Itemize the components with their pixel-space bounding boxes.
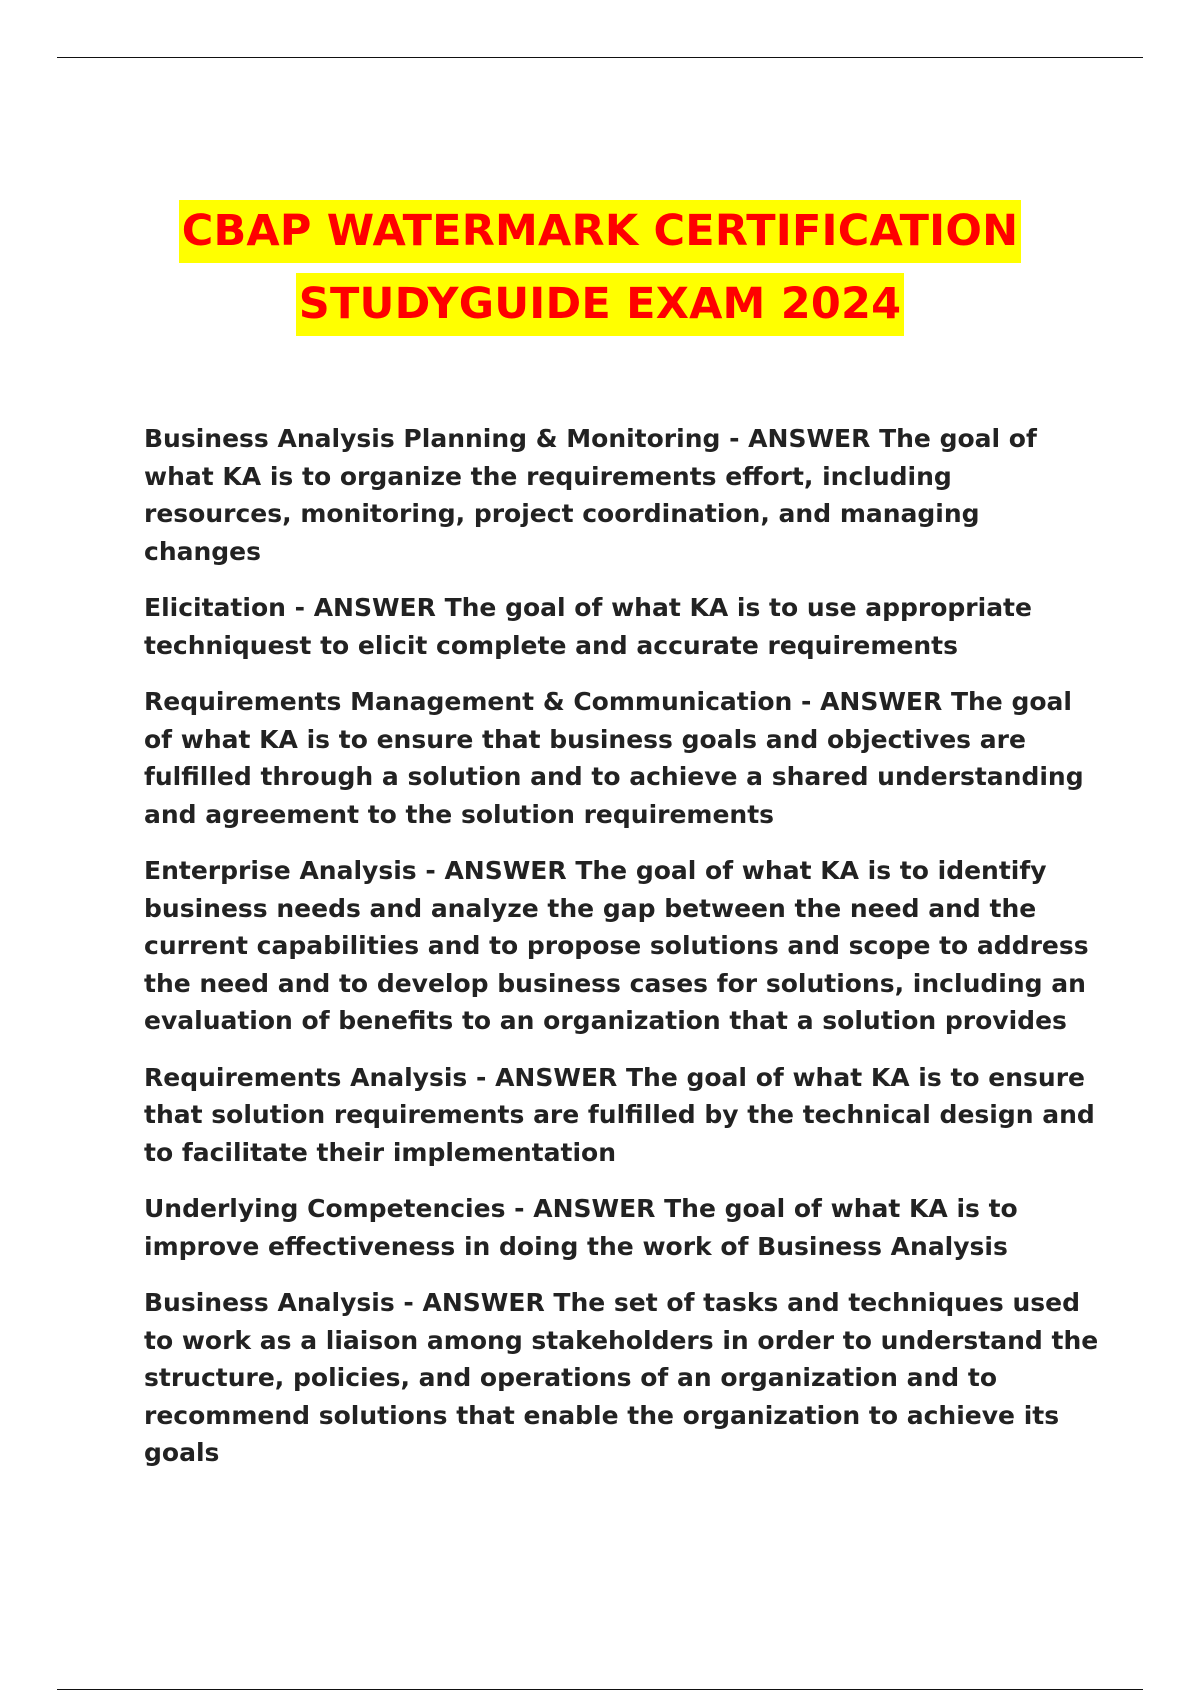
qa-entry: Business Analysis Planning & Monitoring - ANSWER The goal of what KA is to organize the requirements effort, including resources, monitoring, project coordination, and managing changes xyxy=(144,424,1037,566)
qa-entry: Underlying Competencies - ANSWER The goal of what KA is to improve effectiveness in doing the work of Business Analysis xyxy=(144,1194,1018,1261)
document-title xyxy=(0,200,1200,336)
title-line-2: STUDYGUIDE EXAM 2024 xyxy=(296,273,904,336)
top-divider xyxy=(57,57,1143,58)
qa-list xyxy=(144,420,1104,1491)
qa-entry: Elicitation - ANSWER The goal of what KA is to use appropriate techniquest to elicit complete and accurate requirements xyxy=(144,593,1032,660)
qa-entry: Requirements Management & Communication - ANSWER The goal of what KA is to ensure that business goals and objectives are fulfilled through a solution and to achieve a shared understanding and agreement to the solution requirements xyxy=(144,687,1084,829)
title-line-1: CBAP WATERMARK CERTIFICATION xyxy=(179,200,1022,263)
qa-entry: Business Analysis - ANSWER The set of tasks and techniques used to work as a liaison among stakeholders in order to understand the structure, policies, and operations of an organization and to recommend solutions that enable the organization to achieve its goals xyxy=(144,1288,1099,1467)
qa-entry: Enterprise Analysis - ANSWER The goal of what KA is to identify business needs and analyze the gap between the need and the current capabilities and to propose solutions and scope to address the need and to develop business cases for solutions, including an evaluation of benefits to an organization that a solution provides xyxy=(144,856,1089,1035)
bottom-divider xyxy=(57,1689,1143,1690)
qa-entry: Requirements Analysis - ANSWER The goal of what KA is to ensure that solution requirements are fulfilled by the technical design and to facilitate their implementation xyxy=(144,1062,1095,1167)
